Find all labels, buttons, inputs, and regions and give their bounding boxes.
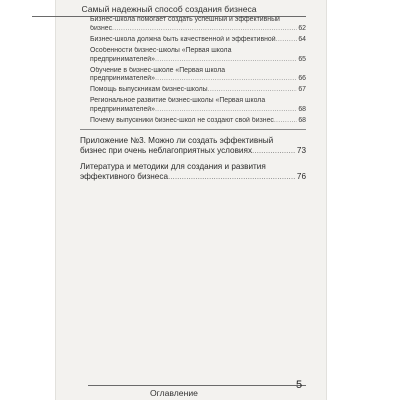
dot-leader: [168, 172, 296, 182]
toc-page-number: 68: [298, 105, 306, 113]
toc-page-number: 62: [298, 24, 306, 32]
toc-entry-text: эффективного бизнеса: [80, 172, 168, 182]
toc-entry[interactable]: [80, 47, 306, 64]
toc-subsection-list: [80, 16, 306, 125]
toc-entry-text: бизнес при очень неблагоприятных условиях: [80, 146, 253, 156]
section-divider: [80, 129, 306, 130]
toc-entry-text: предпринимателей»: [90, 75, 155, 83]
toc-entry[interactable]: [80, 67, 306, 84]
toc-entry-text: Бизнес-школа должна быть качественной и эффективной: [90, 35, 276, 43]
footer-section-title: Оглавление: [150, 388, 198, 398]
toc-literature-entry[interactable]: [80, 162, 306, 182]
toc-page-number: 65: [298, 55, 306, 63]
dot-leader: [155, 106, 297, 115]
toc-entry-text: бизнес: [90, 24, 113, 32]
toc-page-number: 67: [298, 86, 306, 94]
dot-leader: [252, 146, 296, 156]
footer-divider: [88, 385, 306, 386]
toc-entry-text: Обучение в бизнес-школе «Первая школа: [90, 66, 226, 74]
toc-entry[interactable]: [80, 97, 306, 114]
page-number: 5: [296, 379, 303, 391]
toc-entry-text: предпринимателей»: [90, 105, 155, 113]
dot-leader: [155, 75, 297, 84]
toc-entry-text: предпринимателей»: [90, 55, 155, 63]
running-header: Самый надежный способ создания бизнеса: [32, 4, 306, 17]
dot-leader: [274, 117, 297, 126]
toc-page-number: 73: [296, 146, 306, 156]
toc-entry[interactable]: [80, 86, 306, 95]
toc-entry[interactable]: [80, 16, 306, 33]
toc-appendix-entry[interactable]: [80, 136, 306, 156]
dot-leader: [155, 56, 297, 65]
toc-entry[interactable]: [80, 36, 306, 45]
dot-leader: [208, 86, 298, 95]
toc-entry-text: Региональное развитие бизнес-школы «Первая школа: [90, 97, 266, 105]
toc-entry-text: Приложение №3. Можно ли создать эффективный: [80, 136, 274, 146]
toc-page-number: 68: [298, 116, 306, 124]
toc-entry-text: Помощь выпускникам бизнес-школы: [90, 86, 208, 94]
dot-leader: [112, 25, 297, 34]
toc-entry-text: Почему выпускники бизнес-школ не создают свой бизнес: [90, 116, 274, 124]
dot-leader: [276, 36, 298, 45]
toc-entry[interactable]: [80, 117, 306, 126]
toc-entry-text: Особенности бизнес-школы «Первая школа: [90, 46, 232, 54]
toc-page-number: 64: [298, 35, 306, 43]
toc-entry-text: Литература и методики для создания и развития: [80, 162, 266, 172]
toc-page-number: 76: [296, 172, 306, 182]
toc-entry-text: Бизнес-школа помогает создать успешный и эффективный: [90, 16, 280, 24]
toc-page-number: 66: [298, 75, 306, 83]
table-of-contents: [80, 14, 306, 182]
